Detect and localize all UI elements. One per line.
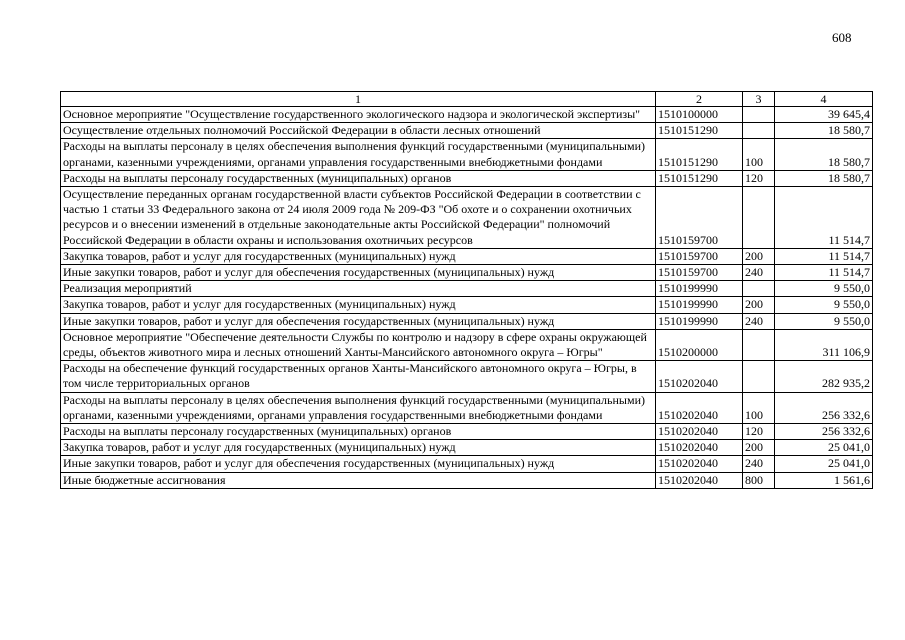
table-row: [61, 313, 873, 329]
row-name: Иные бюджетные ассигнования: [61, 472, 656, 488]
row-name: Осуществление переданных органам государственной власти субъектов Российской Федерации в соответствии с частью 1 статьи 33 Федерального закона от 24 июля 2009 года № 209-ФЗ "Об охоте и о сохранении охотничьих ресурсов и о внесении изменений в отдельные законодательные акты Российской Федерации" полномочий Российской Федерации в области охраны и использования охотничьих ресурсов: [61, 187, 656, 249]
row-amount: 9 550,0: [775, 313, 873, 329]
row-expense-type: [743, 281, 775, 297]
row-expense-type: 800: [743, 472, 775, 488]
row-target-code: 1510159700: [656, 248, 743, 264]
row-expense-type: [743, 187, 775, 249]
table-row: [61, 123, 873, 139]
row-amount: 25 041,0: [775, 456, 873, 472]
budget-table: [60, 91, 873, 489]
table-row: [61, 424, 873, 440]
row-target-code: 1510202040: [656, 424, 743, 440]
row-amount: 11 514,7: [775, 265, 873, 281]
row-name: Осуществление отдельных полномочий Российской Федерации в области лесных отношений: [61, 123, 656, 139]
row-name: Закупка товаров, работ и услуг для государственных (муниципальных) нужд: [61, 297, 656, 313]
row-name: Расходы на выплаты персоналу государственных (муниципальных) органов: [61, 424, 656, 440]
table-row: [61, 281, 873, 297]
row-expense-type: 240: [743, 456, 775, 472]
row-expense-type: 200: [743, 297, 775, 313]
row-name: Расходы на выплаты персоналу в целях обеспечения выполнения функций государственными (муниципальными) органами, казенными учреждениями, органами управления государственными внебюджетными фондами: [61, 392, 656, 423]
row-target-code: 1510199990: [656, 313, 743, 329]
row-amount: 9 550,0: [775, 281, 873, 297]
table-row: [61, 361, 873, 392]
row-target-code: 1510151290: [656, 123, 743, 139]
row-amount: 18 580,7: [775, 139, 873, 170]
row-amount: 1 561,6: [775, 472, 873, 488]
row-expense-type: [743, 329, 775, 360]
row-amount: 282 935,2: [775, 361, 873, 392]
table-row: [61, 440, 873, 456]
table-row: [61, 248, 873, 264]
row-amount: 11 514,7: [775, 248, 873, 264]
row-expense-type: 200: [743, 248, 775, 264]
row-amount: 11 514,7: [775, 187, 873, 249]
table-row: [61, 392, 873, 423]
row-name: Закупка товаров, работ и услуг для государственных (муниципальных) нужд: [61, 440, 656, 456]
row-name: Расходы на выплаты персоналу государственных (муниципальных) органов: [61, 170, 656, 186]
row-target-code: 1510199990: [656, 297, 743, 313]
row-amount: 18 580,7: [775, 170, 873, 186]
column-header-name: 1: [61, 92, 656, 107]
row-target-code: 1510202040: [656, 456, 743, 472]
row-expense-type: [743, 107, 775, 123]
page-number: 608: [832, 30, 852, 45]
table-row: [61, 139, 873, 170]
row-target-code: 1510200000: [656, 329, 743, 360]
table-row: [61, 170, 873, 186]
row-target-code: 1510202040: [656, 361, 743, 392]
table-row: [61, 472, 873, 488]
row-name: Иные закупки товаров, работ и услуг для обеспечения государственных (муниципальных) нужд: [61, 265, 656, 281]
row-target-code: 1510100000: [656, 107, 743, 123]
row-name: Иные закупки товаров, работ и услуг для обеспечения государственных (муниципальных) нужд: [61, 456, 656, 472]
row-target-code: 1510159700: [656, 187, 743, 249]
row-expense-type: 200: [743, 440, 775, 456]
column-header-amount: 4: [775, 92, 873, 107]
table-row: [61, 187, 873, 249]
row-expense-type: 240: [743, 313, 775, 329]
row-target-code: 1510202040: [656, 472, 743, 488]
row-amount: 25 041,0: [775, 440, 873, 456]
row-amount: 256 332,6: [775, 392, 873, 423]
row-amount: 311 106,9: [775, 329, 873, 360]
row-name: Закупка товаров, работ и услуг для государственных (муниципальных) нужд: [61, 248, 656, 264]
row-expense-type: 100: [743, 392, 775, 423]
row-expense-type: [743, 361, 775, 392]
row-amount: 18 580,7: [775, 123, 873, 139]
table-row: [61, 265, 873, 281]
row-name: Основное мероприятие "Обеспечение деятельности Службы по контролю и надзору в сфере охраны окружающей среды, объектов животного мира и лесных отношений Ханты-Мансийского автономного округа – Югры": [61, 329, 656, 360]
row-name: Реализация мероприятий: [61, 281, 656, 297]
row-target-code: 1510202040: [656, 440, 743, 456]
table-row: [61, 329, 873, 360]
table-header-row: [61, 92, 873, 107]
row-target-code: 1510151290: [656, 139, 743, 170]
column-header-expense-type: 3: [743, 92, 775, 107]
row-expense-type: 120: [743, 170, 775, 186]
row-name: Расходы на выплаты персоналу в целях обеспечения выполнения функций государственными (муниципальными) органами, казенными учреждениями, органами управления государственными внебюджетными фондами: [61, 139, 656, 170]
table-row: [61, 456, 873, 472]
row-target-code: 1510199990: [656, 281, 743, 297]
row-name: Расходы на обеспечение функций государственных органов Ханты-Мансийского автономного округа – Югры, в том числе территориальных органов: [61, 361, 656, 392]
row-expense-type: [743, 123, 775, 139]
row-amount: 256 332,6: [775, 424, 873, 440]
row-name: Основное мероприятие "Осуществление государственного экологического надзора и экологической экспертизы": [61, 107, 656, 123]
row-name: Иные закупки товаров, работ и услуг для обеспечения государственных (муниципальных) нужд: [61, 313, 656, 329]
row-target-code: 1510159700: [656, 265, 743, 281]
row-target-code: 1510202040: [656, 392, 743, 423]
row-expense-type: 120: [743, 424, 775, 440]
row-target-code: 1510151290: [656, 170, 743, 186]
table-row: [61, 107, 873, 123]
row-expense-type: 240: [743, 265, 775, 281]
row-expense-type: 100: [743, 139, 775, 170]
column-header-target-code: 2: [656, 92, 743, 107]
table-row: [61, 297, 873, 313]
row-amount: 39 645,4: [775, 107, 873, 123]
row-amount: 9 550,0: [775, 297, 873, 313]
